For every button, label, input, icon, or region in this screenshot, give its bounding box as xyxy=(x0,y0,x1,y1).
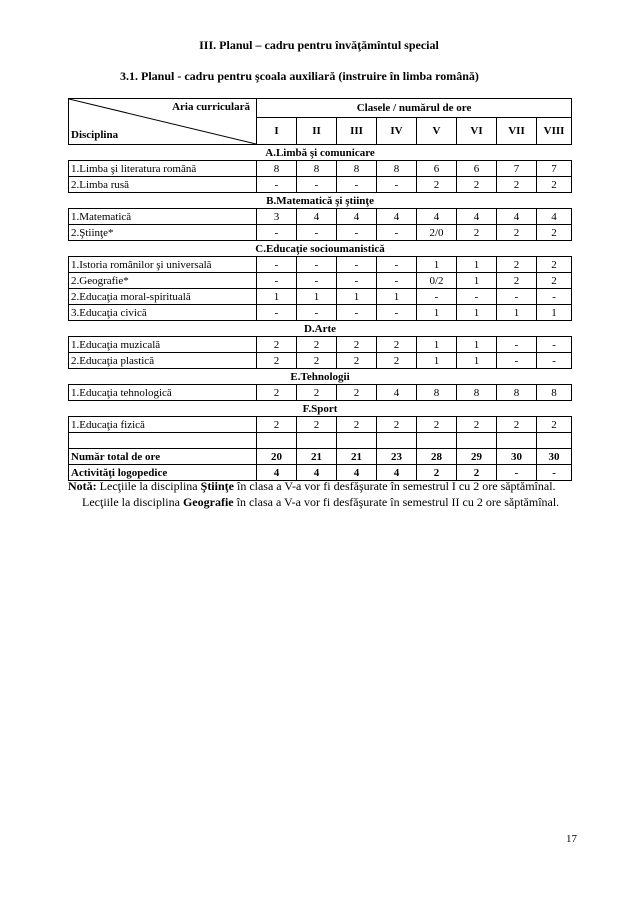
grade-header: II xyxy=(297,118,337,145)
discipline-name: 3.Educaţia civică xyxy=(69,305,257,321)
discipline-name: Număr total de ore xyxy=(69,449,257,465)
hours-cell: - xyxy=(377,305,417,321)
discipline-name: 2.Educaţia plastică xyxy=(69,353,257,369)
blank-cell xyxy=(337,433,377,449)
table-row xyxy=(69,417,572,433)
hours-cell: 2 xyxy=(417,465,457,481)
table-row xyxy=(69,305,572,321)
discipline-name: 1.Matematică xyxy=(69,209,257,225)
hours-cell: - xyxy=(497,289,537,305)
blank-cell xyxy=(497,433,537,449)
hours-cell: 2/0 xyxy=(417,225,457,241)
hours-cell: 2 xyxy=(537,417,572,433)
hours-cell: 1 xyxy=(417,305,457,321)
grade-header: V xyxy=(417,118,457,145)
grade-header: VIII xyxy=(537,118,572,145)
note-paragraph-2 xyxy=(68,494,568,510)
section-title: C.Educaţie socioumanistică xyxy=(69,241,572,257)
hours-cell: 2 xyxy=(337,353,377,369)
section-row xyxy=(69,369,572,385)
hours-cell: 8 xyxy=(257,161,297,177)
hours-cell: 2 xyxy=(497,177,537,193)
hours-cell: 8 xyxy=(497,385,537,401)
note-paragraph-1 xyxy=(68,478,568,494)
hours-cell: 4 xyxy=(377,209,417,225)
table-row xyxy=(69,161,572,177)
blank-cell xyxy=(297,433,337,449)
grade-header: IV xyxy=(377,118,417,145)
table-row xyxy=(69,289,572,305)
hours-cell: 2 xyxy=(497,257,537,273)
discipline-name: Activităţi logopedice xyxy=(69,465,257,481)
hours-cell: 2 xyxy=(297,353,337,369)
hours-cell: 2 xyxy=(297,385,337,401)
section-row xyxy=(69,145,572,161)
header-classes: Clasele / numărul de ore xyxy=(257,99,572,118)
grade-header: VII xyxy=(497,118,537,145)
hours-cell: - xyxy=(537,465,572,481)
hours-cell: 8 xyxy=(297,161,337,177)
hours-cell: 21 xyxy=(297,449,337,465)
diagonal-header-cell xyxy=(69,99,257,145)
blank-cell xyxy=(457,433,497,449)
hours-cell: 8 xyxy=(377,161,417,177)
hours-cell: 23 xyxy=(377,449,417,465)
section-row xyxy=(69,241,572,257)
hours-cell: - xyxy=(297,257,337,273)
hours-cell: 2 xyxy=(257,417,297,433)
hours-cell: 2 xyxy=(257,337,297,353)
hours-cell: - xyxy=(257,225,297,241)
hours-cell: 7 xyxy=(537,161,572,177)
note-block xyxy=(68,478,568,510)
section-title: F.Sport xyxy=(69,401,572,417)
hours-cell: - xyxy=(297,225,337,241)
note-text-2b: în clasa a V-a vor fi desfăşurate în semestrul II cu 2 ore săptămînal. xyxy=(233,495,560,509)
discipline-name: 1.Educaţia tehnologică xyxy=(69,385,257,401)
discipline-name: 2.Geografie* xyxy=(69,273,257,289)
section-title: E.Tehnologii xyxy=(69,369,572,385)
hours-cell: 2 xyxy=(377,353,417,369)
hours-cell: - xyxy=(257,305,297,321)
hours-cell: 1 xyxy=(537,305,572,321)
hours-cell: 8 xyxy=(337,161,377,177)
table-row xyxy=(69,257,572,273)
hours-cell: - xyxy=(257,257,297,273)
discipline-name: 1.Limba şi literatura română xyxy=(69,161,257,177)
section-row xyxy=(69,401,572,417)
hours-cell: 8 xyxy=(457,385,497,401)
hours-cell: - xyxy=(497,337,537,353)
hours-cell: 4 xyxy=(377,465,417,481)
hours-cell: 2 xyxy=(497,225,537,241)
hours-cell: - xyxy=(337,273,377,289)
hours-cell: 1 xyxy=(417,257,457,273)
blank-cell xyxy=(417,433,457,449)
discipline-name: 1.Istoria românilor şi universală xyxy=(69,257,257,273)
blank-cell xyxy=(377,433,417,449)
hours-cell: 1 xyxy=(377,289,417,305)
hours-cell: 4 xyxy=(417,209,457,225)
hours-cell: 2 xyxy=(457,465,497,481)
hours-cell: 2 xyxy=(377,337,417,353)
hours-cell: 4 xyxy=(297,465,337,481)
hours-cell: - xyxy=(297,305,337,321)
hours-cell: 2 xyxy=(377,417,417,433)
hours-cell: 2 xyxy=(337,417,377,433)
page-number: 17 xyxy=(566,833,577,845)
hours-cell: 4 xyxy=(257,465,297,481)
hours-cell: - xyxy=(297,273,337,289)
blank-cell xyxy=(69,433,257,449)
hours-cell: - xyxy=(377,257,417,273)
hours-cell: - xyxy=(337,225,377,241)
hours-cell: 2 xyxy=(497,417,537,433)
table-row xyxy=(69,449,572,465)
hours-cell: 4 xyxy=(377,385,417,401)
hours-cell: 21 xyxy=(337,449,377,465)
hours-cell: - xyxy=(377,273,417,289)
hours-cell: 4 xyxy=(457,209,497,225)
hours-cell: 2 xyxy=(337,337,377,353)
note-text-2a: Lecţiile la disciplina xyxy=(82,495,183,509)
hours-cell: 2 xyxy=(537,225,572,241)
grade-header: III xyxy=(337,118,377,145)
hours-cell: 2 xyxy=(417,417,457,433)
hours-cell: - xyxy=(337,305,377,321)
hours-cell: - xyxy=(537,353,572,369)
hours-cell: 2 xyxy=(257,353,297,369)
hours-cell: 30 xyxy=(497,449,537,465)
hours-cell: 2 xyxy=(537,257,572,273)
hours-cell: - xyxy=(537,337,572,353)
section-title: B.Matematică şi ştiinţe xyxy=(69,193,572,209)
note-label: Notă: xyxy=(68,479,97,493)
table-row xyxy=(69,177,572,193)
hours-cell: 1 xyxy=(337,289,377,305)
hours-cell: 1 xyxy=(257,289,297,305)
section-title: D.Arte xyxy=(69,321,572,337)
grade-header: I xyxy=(257,118,297,145)
hours-cell: 2 xyxy=(537,177,572,193)
hours-cell: 4 xyxy=(337,465,377,481)
blank-cell xyxy=(257,433,297,449)
hours-cell: 1 xyxy=(457,305,497,321)
note-text-1b: în clasa a V-a vor fi desfăşurate în semestrul I cu 2 ore săptămînal. xyxy=(233,479,556,493)
hours-cell: 4 xyxy=(537,209,572,225)
hours-cell: 1 xyxy=(457,257,497,273)
hours-cell: - xyxy=(537,289,572,305)
section-row xyxy=(69,321,572,337)
hours-cell: - xyxy=(297,177,337,193)
hours-cell: - xyxy=(497,353,537,369)
blank-row xyxy=(69,433,572,449)
hours-cell: 1 xyxy=(457,353,497,369)
hours-cell: 2 xyxy=(457,177,497,193)
hours-cell: 1 xyxy=(297,289,337,305)
section-row xyxy=(69,193,572,209)
hours-cell: 4 xyxy=(337,209,377,225)
hours-cell: - xyxy=(337,177,377,193)
table-row xyxy=(69,337,572,353)
hours-cell: 8 xyxy=(537,385,572,401)
hours-cell: 8 xyxy=(417,385,457,401)
hours-cell: - xyxy=(377,177,417,193)
discipline-name: 1.Educaţia fizică xyxy=(69,417,257,433)
hours-cell: 2 xyxy=(297,337,337,353)
hours-cell: 2 xyxy=(337,385,377,401)
hours-cell: 29 xyxy=(457,449,497,465)
curriculum-table xyxy=(68,98,572,481)
hours-cell: 1 xyxy=(417,353,457,369)
hours-cell: - xyxy=(457,289,497,305)
hours-cell: - xyxy=(497,465,537,481)
grade-header: VI xyxy=(457,118,497,145)
hours-cell: 1 xyxy=(457,337,497,353)
header-area-label: Aria curriculară xyxy=(172,101,250,113)
page-title: III. Planul – cadru pentru învăţămîntul special xyxy=(199,38,439,52)
hours-cell: 2 xyxy=(537,273,572,289)
discipline-name: 2.Limba rusă xyxy=(69,177,257,193)
discipline-name: 2.Ştiinţe* xyxy=(69,225,257,241)
hours-cell: - xyxy=(417,289,457,305)
hours-cell: 2 xyxy=(497,273,537,289)
hours-cell: 1 xyxy=(497,305,537,321)
hours-cell: 6 xyxy=(417,161,457,177)
table-row xyxy=(69,385,572,401)
hours-cell: 20 xyxy=(257,449,297,465)
hours-cell: 3 xyxy=(257,209,297,225)
table-row xyxy=(69,273,572,289)
hours-cell: - xyxy=(377,225,417,241)
hours-cell: 30 xyxy=(537,449,572,465)
hours-cell: - xyxy=(257,177,297,193)
hours-cell: - xyxy=(257,273,297,289)
note-text-1a: Lecţiile la disciplina xyxy=(96,479,201,493)
discipline-name: 2.Educaţia moral-spirituală xyxy=(69,289,257,305)
header-discipline-label: Disciplina xyxy=(71,129,119,141)
hours-cell: 1 xyxy=(417,337,457,353)
hours-cell: 4 xyxy=(497,209,537,225)
discipline-name: 1.Educaţia muzicală xyxy=(69,337,257,353)
hours-cell: 0/2 xyxy=(417,273,457,289)
note-subject-2: Geografie xyxy=(182,495,234,509)
hours-cell: 2 xyxy=(417,177,457,193)
hours-cell: 2 xyxy=(257,385,297,401)
table-row xyxy=(69,209,572,225)
hours-cell: 1 xyxy=(457,273,497,289)
page-subtitle: 3.1. Planul - cadru pentru şcoala auxiliară (instruire în limba română) xyxy=(120,69,479,83)
hours-cell: 28 xyxy=(417,449,457,465)
table-row xyxy=(69,225,572,241)
hours-cell: 2 xyxy=(457,225,497,241)
hours-cell: 2 xyxy=(297,417,337,433)
note-subject-1: Ştiinţe xyxy=(200,479,234,493)
hours-cell: - xyxy=(337,257,377,273)
hours-cell: 6 xyxy=(457,161,497,177)
hours-cell: 7 xyxy=(497,161,537,177)
hours-cell: 4 xyxy=(297,209,337,225)
blank-cell xyxy=(537,433,572,449)
hours-cell: 2 xyxy=(457,417,497,433)
table-row xyxy=(69,353,572,369)
section-title: A.Limbă şi comunicare xyxy=(69,145,572,161)
